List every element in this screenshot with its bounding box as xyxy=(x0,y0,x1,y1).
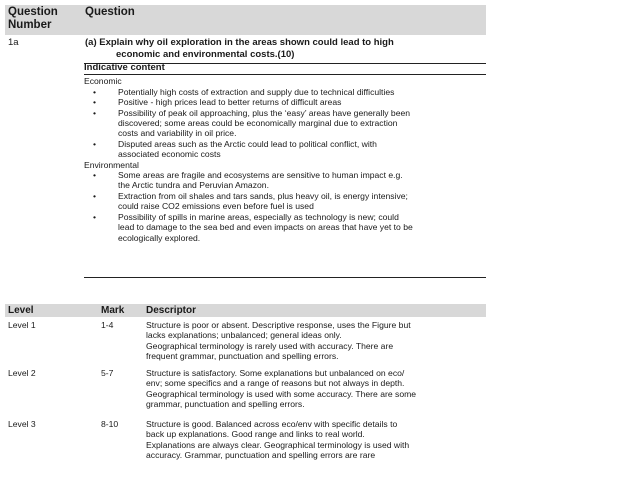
question-number: 1a xyxy=(8,37,19,48)
descriptor-line: Geographical terminology is used with some accuracy. There are some xyxy=(146,388,417,399)
descriptor-line: Structure is good. Balanced across eco/env with specific details to xyxy=(146,419,398,429)
list-item-line: could raise CO2 emissions even before fuel is used xyxy=(118,201,314,212)
descriptor-line: back up explanations. Good range and links to real world. xyxy=(146,429,365,440)
list-item xyxy=(93,190,484,212)
descriptor-line: lacks explanations; unbalanced; general ideas only. xyxy=(146,330,342,341)
list-item-line: Extraction from oil shales and tars sands, plus heavy oil, is energy intensive; xyxy=(118,190,408,201)
economic-points xyxy=(84,87,484,160)
list-item-line: Positive - high prices lead to better returns of difficult areas xyxy=(118,97,342,108)
level-cell: Level 3 xyxy=(8,419,36,429)
descriptor-line: Structure is poor or absent. Descriptive response, uses the Figure but xyxy=(146,320,411,330)
indicative-content xyxy=(84,63,484,243)
bullet-icon: • xyxy=(93,107,97,118)
environmental-heading: Environmental xyxy=(84,159,139,170)
question-text xyxy=(85,37,465,61)
bullet-icon: • xyxy=(93,170,97,181)
mark-header: Mark xyxy=(101,305,125,316)
bullet-icon: • xyxy=(93,86,97,97)
descriptor-line: accuracy. Grammar, punctuation and spelling errors are rare xyxy=(146,450,376,461)
question-number-header: Question Number xyxy=(8,6,58,31)
level-header: Level xyxy=(8,305,34,316)
list-item-line: Possibility of peak oil approaching, plus the ‘easy’ areas have generally been xyxy=(118,107,411,118)
list-item-line: associated economic costs xyxy=(118,149,221,160)
divider xyxy=(84,277,486,278)
bullet-icon: • xyxy=(93,97,97,108)
list-item-line: lead to damage to the sea bed and even impacts on areas that have yet to be xyxy=(118,222,413,233)
list-item xyxy=(93,211,484,243)
descriptor-line: Structure is satisfactory. Some explanations but unbalanced on eco/ xyxy=(146,368,405,378)
level-table-header xyxy=(5,304,486,317)
bullet-icon: • xyxy=(93,138,97,149)
list-item xyxy=(93,170,484,191)
list-item xyxy=(93,107,484,139)
mark-cell: 8-10 xyxy=(101,419,119,429)
descriptor-line: env; some specifics and a range of reasons but not always in depth. xyxy=(146,378,405,389)
mark-cell: 1-4 xyxy=(101,320,114,330)
descriptor-line: Geographical terminology is rarely used with accuracy. There are xyxy=(146,340,394,351)
bullet-icon: • xyxy=(93,211,97,222)
divider xyxy=(84,74,486,75)
environmental-points xyxy=(84,170,484,243)
list-item-line: costs and variability in oil price. xyxy=(118,128,237,139)
indicative-content-title: Indicative content xyxy=(84,62,165,73)
descriptor-cell xyxy=(146,368,480,410)
list-item-line: discovered; some areas could be economically marginal due to extraction xyxy=(118,118,398,129)
list-item-line: Possibility of spills in marine areas, especially as technology is new; could xyxy=(118,211,399,222)
question-header: Question xyxy=(85,6,135,18)
question-text-line: economic and environmental costs.(10) xyxy=(116,49,295,60)
economic-heading: Economic xyxy=(84,76,122,87)
question-text-line: (a) Explain why oil exploration in the areas shown could lead to high xyxy=(85,37,394,48)
descriptor-line: grammar, punctuation and spelling errors. xyxy=(146,399,305,410)
question-table-header xyxy=(5,5,486,35)
level-cell: Level 1 xyxy=(8,320,36,330)
descriptor-header: Descriptor xyxy=(146,305,197,316)
list-item xyxy=(93,138,484,160)
bullet-icon: • xyxy=(93,190,97,201)
list-item-line: Disputed areas such as the Arctic could lead to political conflict, with xyxy=(118,138,377,149)
list-item-line: ecologically explored. xyxy=(118,232,201,243)
descriptor-cell xyxy=(146,320,480,362)
descriptor-cell xyxy=(146,419,480,461)
level-cell: Level 2 xyxy=(8,368,36,378)
descriptor-line: Explanations are always clear. Geographical terminology is used with xyxy=(146,439,410,450)
mark-cell: 5-7 xyxy=(101,368,114,378)
list-item-line: the Arctic tundra and Peruvian Amazon. xyxy=(118,180,269,191)
list-item xyxy=(93,86,484,97)
list-item-line: Potentially high costs of extraction and supply due to technical difficulties xyxy=(118,86,395,97)
list-item-line: Some areas are fragile and ecosystems are sensitive to human impact e.g. xyxy=(118,170,403,181)
list-item xyxy=(93,97,484,108)
descriptor-line: frequent grammar, punctuation and spelling errors. xyxy=(146,351,339,362)
